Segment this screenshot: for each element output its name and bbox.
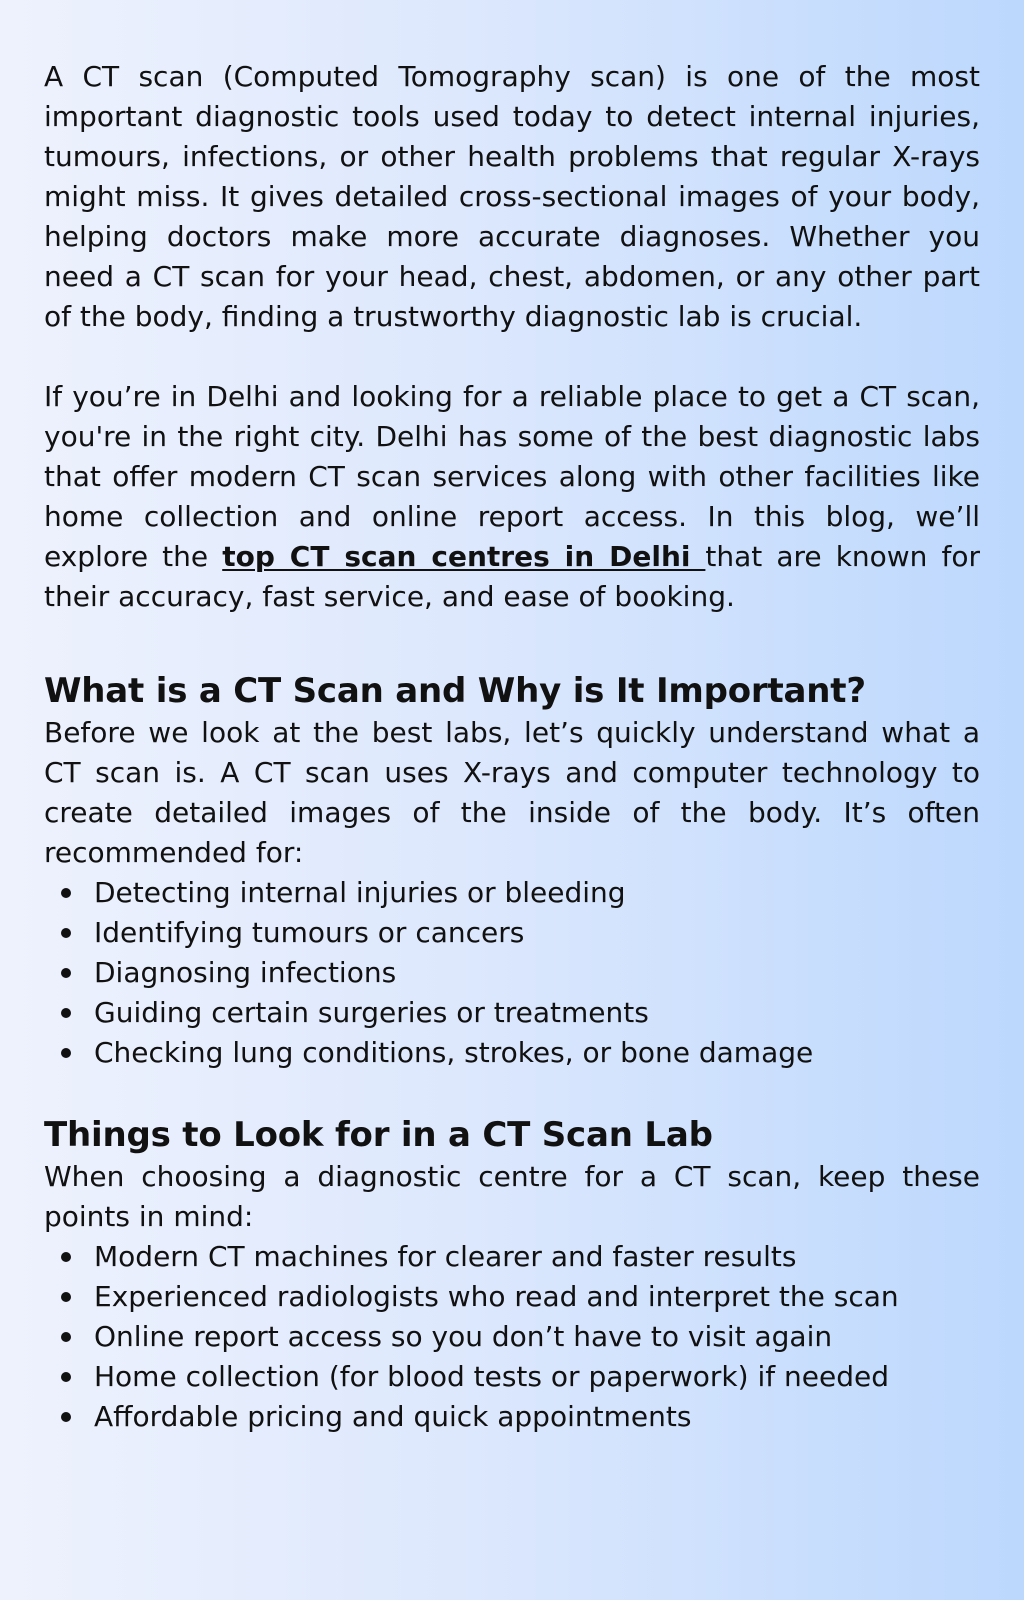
intro-paragraph-2-end: that are known for their accuracy, fast service, and ease of booking. [44, 540, 980, 613]
list-item-text: Affordable pricing and quick appointments [94, 1400, 692, 1433]
what-is-ct-scan-body: Before we look at the best labs, let’s quickly understand what a CT scan is. A CT scan uses X-rays and computer technology to create detailed images of the inside of the body. It’s often recommended for: [44, 716, 980, 869]
list-item-text: Identifying tumours or cancers [94, 916, 525, 949]
bullet-icon [61, 1252, 71, 1262]
bullet-icon [61, 1332, 71, 1342]
bullet-icon [61, 1292, 71, 1302]
list-item-text: Experienced radiologists who read and interpret the scan [94, 1280, 899, 1313]
intro-paragraph-2 [44, 377, 980, 617]
list-item [94, 1397, 980, 1437]
things-to-look-for-body: When choosing a diagnostic centre for a CT scan, keep these points in mind: [44, 1160, 980, 1233]
bullet-icon [61, 928, 71, 938]
list-item [94, 993, 980, 1033]
list-item-text: Checking lung conditions, strokes, or bone damage [94, 1036, 814, 1069]
intro-paragraph-2-start: If you’re in Delhi and looking for a reliable place to get a CT scan, you're in the right city. Delhi has some of the best diagnostic labs that offer modern CT scan services along with other facilities like home collection and online report access. In this blog, we’ll explore the [44, 380, 980, 573]
bullet-icon [61, 1412, 71, 1422]
list-item-text: Guiding certain surgeries or treatments [94, 996, 649, 1029]
ct-scan-uses-list [44, 873, 980, 1073]
bullet-icon [61, 1372, 71, 1382]
things-to-look-for-heading: Things to Look for in a CT Scan Lab [44, 1115, 713, 1155]
list-item [94, 1317, 980, 1357]
list-item-text: Diagnosing infections [94, 956, 397, 989]
bullet-icon [61, 1048, 71, 1058]
bullet-icon [61, 968, 71, 978]
list-item [94, 873, 980, 913]
intro-paragraph-1: A CT scan (Computed Tomography scan) is one of the most important diagnostic tools used today to detect internal injuries, tumours, infections, or other health problems that regular X-rays might miss. It gives detailed cross-sectional images of your body, helping doctors make more accurate diagnoses. Whether you need a CT scan for your head, chest, abdomen, or any other part of the body, finding a trustworthy diagnostic lab is crucial. [44, 60, 980, 333]
top-ct-scan-centres-link[interactable]: top CT scan centres in Delhi [222, 540, 706, 573]
list-item-text: Online report access so you don’t have to visit again [94, 1320, 833, 1353]
list-item [94, 1277, 980, 1317]
list-item [94, 1357, 980, 1397]
list-item-text: Modern CT machines for clearer and faster results [94, 1240, 797, 1273]
list-item-text: Detecting internal injuries or bleeding [94, 876, 626, 909]
bullet-icon [61, 1008, 71, 1018]
list-item [94, 953, 980, 993]
bullet-icon [61, 888, 71, 898]
what-is-ct-scan-heading: What is a CT Scan and Why is It Important? [44, 671, 866, 711]
list-item-text: Home collection (for blood tests or paperwork) if needed [94, 1360, 889, 1393]
list-item [94, 1237, 980, 1277]
lab-criteria-list [44, 1237, 980, 1437]
list-item [94, 1033, 980, 1073]
list-item [94, 913, 980, 953]
